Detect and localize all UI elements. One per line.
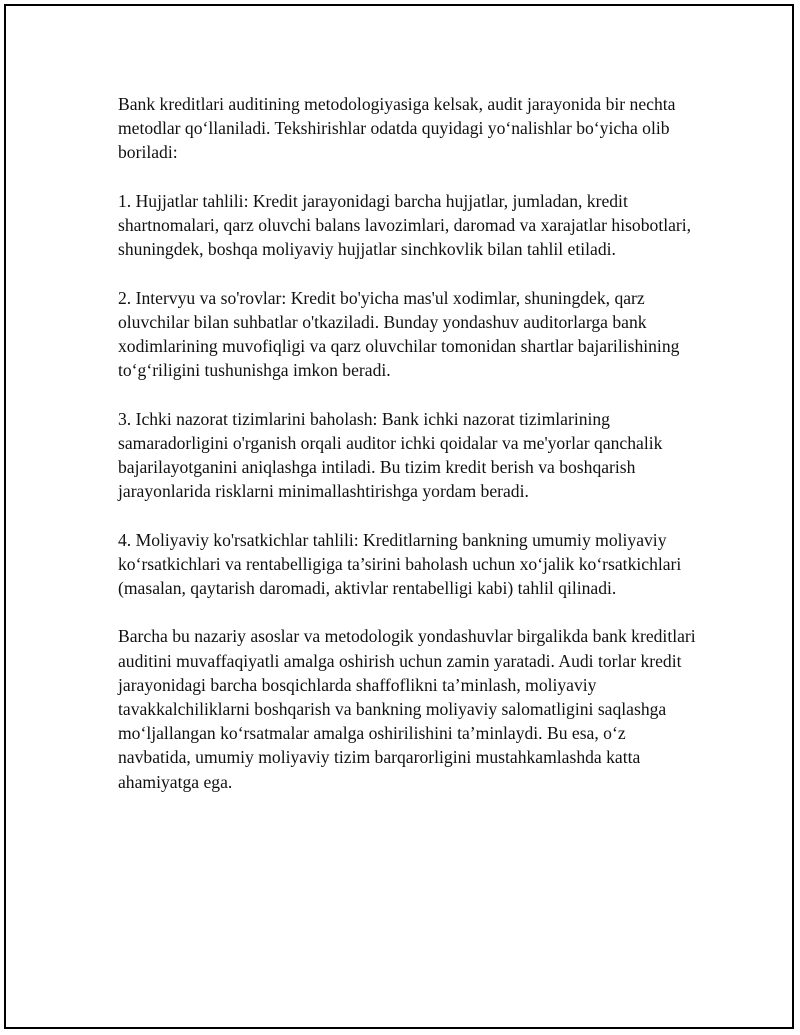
paragraph-interviews: 2. Intervyu va so'rovlar: Kredit bo'yicha mas'ul xodimlar, shuningdek, qarz oluvchilar bilan suhbatlar o'tkaziladi. Bunday yondashuv auditorlarga bank xodimlarining muvofiqligi va qarz oluvchilar tomonidan shartlar bajarilishining to‘g‘riligini tushunishga imkon beradi. <box>118 287 680 381</box>
paragraph-document-analysis: 1. Hujjatlar tahlili: Kredit jarayonidagi barcha hujjatlar, jumladan, kredit shartnomalari, qarz oluvchi balans lavozimlari, daromad va xarajatlar hisobotlari, shuningdek, boshqa moliyaviy hujjatlar sinchkovlik bilan tahlil etiladi. <box>118 190 692 260</box>
paragraph-financial-indicators: 4. Moliyaviy ko'rsatkichlar tahlili: Kreditlarning bankning umumiy moliyaviy ko‘rsatkichlari va rentabelligiga ta’sirini baholash uchun xo‘jalik ko‘rsatkichlari (masalan, qaytarish daromadi, aktivlar rentabelligi kabi) tahlil qilinadi. <box>118 529 682 598</box>
paragraph-conclusion: Barcha bu nazariy asoslar va metodologik yondashuvlar birgalikda bank kreditlari auditini muvaffaqiyatli amalga oshirish uchun zamin yaratadi. Audi torlar kredit jarayonidagi barcha bosqichlarda shaffoflikni ta’minlash, moliyaviy tavakkalchiliklarni boshqarish va bankning moliyaviy salomatligini saqlashga mo‘ljallangan ko‘rsatmalar amalga oshirilishini ta’minlaydi. Bu esa, o‘z navbatida, umumiy moliyaviy tizim barqarorligini mustahkamlashda katta ahamiyatga ega. <box>118 626 696 792</box>
paragraph-internal-control: 3. Ichki nazorat tizimlarini baholash: Bank ichki nazorat tizimlarining samaradorligini o'rganish orqali auditor ichki qoidalar va me'yorlar qanchalik bajarilayotganini aniqlashga intiladi. Bu tizim kredit berish va boshqarish jarayonlarida risklarni minimallashtirishga yordam beradi. <box>118 408 663 502</box>
paragraph-intro: Bank kreditlari auditining metodologiyasiga kelsak, audit jarayonida bir nechta metodlar qo‘llaniladi. Tekshirishlar odatda quyidagi yo‘nalishlar bo‘yicha olib boriladi: <box>118 94 676 163</box>
document-body <box>118 92 698 818</box>
